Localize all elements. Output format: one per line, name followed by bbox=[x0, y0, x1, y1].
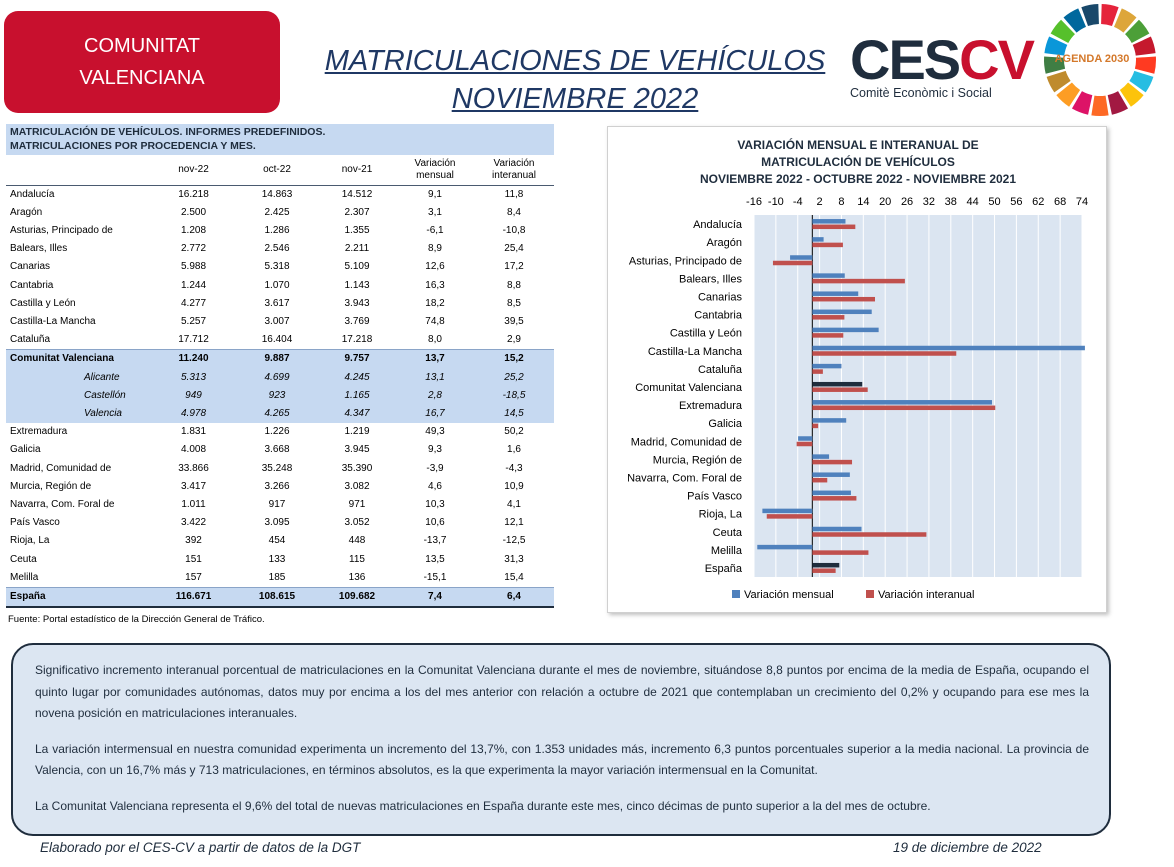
row-label: Galicia bbox=[10, 444, 41, 456]
bar-interanual bbox=[812, 243, 843, 248]
bar-mensual bbox=[812, 219, 845, 224]
category-label: Navarra, Com. Foral de bbox=[627, 472, 742, 485]
row-value: 4,1 bbox=[507, 498, 521, 510]
row-value: 3.082 bbox=[344, 480, 370, 492]
table-row bbox=[6, 551, 554, 569]
bar-mensual bbox=[812, 328, 878, 333]
bar-mensual bbox=[762, 509, 812, 514]
row-value: 3.266 bbox=[264, 480, 290, 492]
agenda-wheel-segment bbox=[1135, 57, 1156, 74]
row-label: Alicante bbox=[6, 369, 151, 387]
row-label: Asturias, Principado de bbox=[10, 224, 113, 236]
row-value: 25,4 bbox=[504, 243, 524, 255]
row-value: 4.277 bbox=[180, 297, 207, 309]
x-tick-label: 62 bbox=[1032, 196, 1045, 208]
registrations-table bbox=[6, 124, 554, 608]
x-tick-label: 68 bbox=[1054, 196, 1067, 208]
row-value: 25,2 bbox=[474, 369, 554, 387]
row-value: 1.165 bbox=[318, 387, 396, 405]
row-value: 13,1 bbox=[396, 369, 474, 387]
x-tick-label: 14 bbox=[857, 196, 870, 208]
category-label: Castilla y León bbox=[669, 327, 742, 340]
data-table bbox=[6, 155, 554, 608]
table-row bbox=[6, 350, 554, 369]
table-row bbox=[6, 569, 554, 588]
bar-interanual bbox=[812, 351, 956, 356]
row-value: 35.248 bbox=[261, 462, 293, 474]
x-tick-label: -16 bbox=[746, 196, 762, 208]
row-label: Navarra, Com. Foral de bbox=[10, 498, 115, 510]
x-tick-label: -10 bbox=[767, 196, 784, 208]
row-label: Cantabria bbox=[10, 279, 54, 291]
bar-mensual bbox=[812, 237, 823, 242]
row-value: 4.347 bbox=[318, 405, 396, 423]
row-value: 17.712 bbox=[178, 334, 209, 346]
logo-subtitle: Comitè Econòmic i Social bbox=[850, 86, 992, 100]
table-header-cell bbox=[6, 155, 151, 185]
bar-interanual bbox=[812, 568, 835, 573]
table-row bbox=[6, 313, 554, 331]
row-value: 2.546 bbox=[264, 243, 290, 255]
row-label: País Vasco bbox=[10, 517, 60, 529]
table-row bbox=[6, 387, 554, 405]
bar-mensual bbox=[812, 527, 861, 532]
row-value: 185 bbox=[268, 571, 286, 583]
row-value: 1.219 bbox=[344, 426, 370, 438]
row-value: 8,0 bbox=[428, 334, 442, 346]
row-value: 454 bbox=[268, 535, 286, 547]
row-value: 2.211 bbox=[344, 243, 370, 255]
row-value: 9.757 bbox=[318, 350, 396, 369]
table-row bbox=[6, 441, 554, 459]
row-value: 1.208 bbox=[180, 224, 207, 236]
x-tick-label: 2 bbox=[816, 196, 823, 208]
row-value: 1,6 bbox=[507, 444, 521, 456]
row-value: 33.866 bbox=[178, 462, 209, 474]
footer-date: 19 de diciembre de 2022 bbox=[893, 840, 1042, 855]
region-badge bbox=[4, 11, 280, 113]
agenda-wheel-segment bbox=[1091, 96, 1108, 116]
category-label: Cataluña bbox=[697, 363, 742, 376]
row-value: 14.512 bbox=[341, 188, 373, 200]
table-row bbox=[6, 331, 554, 350]
bar-mensual bbox=[812, 454, 829, 459]
row-value: 16.218 bbox=[178, 188, 209, 200]
row-value: 1.244 bbox=[180, 279, 207, 291]
row-value: 16,7 bbox=[396, 405, 474, 423]
commentary-box bbox=[11, 643, 1111, 836]
table-header-cell: oct-22 bbox=[236, 155, 318, 185]
table-title bbox=[6, 124, 554, 155]
row-value: 949 bbox=[151, 387, 236, 405]
commentary-paragraph-2: La variación intermensual en nuestra comunidad experimenta un incremento del 13,7%, con 1.353 unidades más, incremento 6,3 puntos porcentuales superior a la media nacional. La provincia de Valencia, con un 16,7% más y 713 matriculaciones, en términos absolutos, es la que experimenta la mayor variación intermensual en la Comunitat. bbox=[35, 741, 1089, 777]
row-value: -6,1 bbox=[426, 224, 444, 236]
row-value: 15,4 bbox=[504, 571, 524, 583]
region-line-2: VALENCIANA bbox=[79, 67, 205, 89]
row-value: 3.417 bbox=[180, 480, 207, 492]
row-label: Rioja, La bbox=[10, 535, 50, 547]
bar-interanual bbox=[812, 550, 868, 555]
row-label: Melilla bbox=[10, 571, 39, 583]
logo-cv-text: CV bbox=[959, 28, 1033, 91]
row-value: 15,2 bbox=[474, 350, 554, 369]
row-value: 1.011 bbox=[181, 498, 206, 510]
row-value: -13,7 bbox=[423, 535, 447, 547]
row-value: 5.109 bbox=[344, 261, 370, 273]
category-label: Comunitat Valenciana bbox=[635, 381, 742, 394]
row-value: 3.095 bbox=[264, 517, 290, 529]
row-value: 3.007 bbox=[264, 315, 290, 327]
row-value: 151 bbox=[185, 553, 202, 565]
x-tick-label: 38 bbox=[944, 196, 957, 208]
bar-mensual bbox=[757, 545, 812, 550]
row-value: 1.143 bbox=[344, 279, 370, 291]
row-value: 4.008 bbox=[180, 444, 207, 456]
row-value: 133 bbox=[268, 553, 286, 565]
row-value: 8,5 bbox=[507, 297, 521, 309]
row-value: 917 bbox=[268, 498, 286, 510]
row-value: 16.404 bbox=[261, 334, 293, 346]
bar-mensual bbox=[812, 418, 846, 423]
category-label: Melilla bbox=[710, 544, 742, 557]
bar-interanual bbox=[812, 279, 905, 284]
row-label: Extremadura bbox=[10, 426, 68, 438]
table-source: Fuente: Portal estadístico de la Dirección General de Tráfico. bbox=[8, 614, 265, 625]
bar-interanual bbox=[812, 333, 843, 338]
category-label: Rioja, La bbox=[698, 508, 742, 521]
row-value: 2.500 bbox=[180, 206, 207, 218]
bar-mensual bbox=[812, 563, 839, 568]
row-value: 5.988 bbox=[180, 261, 207, 273]
row-value: 16,3 bbox=[425, 279, 445, 291]
row-value: 2.307 bbox=[344, 206, 370, 218]
category-label: Ceuta bbox=[712, 526, 742, 539]
category-label: Andalucía bbox=[693, 219, 742, 232]
row-label: Ceuta bbox=[10, 553, 37, 565]
row-value: 109.682 bbox=[318, 587, 396, 607]
row-value: 136 bbox=[348, 571, 366, 583]
category-label: Aragón bbox=[706, 237, 742, 250]
row-value: 9,1 bbox=[428, 188, 442, 200]
legend-swatch-mensual bbox=[732, 590, 740, 598]
bar-interanual bbox=[797, 442, 813, 447]
category-label: España bbox=[704, 562, 742, 575]
row-value: 74,8 bbox=[425, 315, 445, 327]
row-value: 17.218 bbox=[341, 334, 373, 346]
bar-interanual bbox=[812, 406, 995, 411]
table-row bbox=[6, 460, 554, 478]
table-row bbox=[6, 258, 554, 276]
row-value: 157 bbox=[185, 571, 202, 583]
row-value: 1.286 bbox=[264, 224, 290, 236]
x-tick-label: 50 bbox=[988, 196, 1001, 208]
row-value: 2,9 bbox=[507, 334, 521, 346]
row-value: 35.390 bbox=[341, 462, 373, 474]
row-value: 5.318 bbox=[264, 261, 290, 273]
row-value: -15,1 bbox=[423, 571, 447, 583]
row-value: 3.943 bbox=[344, 297, 370, 309]
row-value: -10,8 bbox=[502, 224, 526, 236]
row-value: 2.772 bbox=[180, 243, 207, 255]
row-label: Canarias bbox=[10, 261, 51, 273]
category-label: Cantabria bbox=[694, 309, 742, 322]
category-label: Murcia, Región de bbox=[652, 454, 742, 467]
bar-mensual bbox=[812, 364, 841, 369]
row-value: 3.052 bbox=[344, 517, 370, 529]
agenda-text: AGENDA 2030 bbox=[1054, 53, 1130, 65]
category-label: Galicia bbox=[708, 418, 742, 431]
row-value: 50,2 bbox=[504, 426, 524, 438]
row-value: 18,2 bbox=[425, 297, 445, 309]
row-label: Murcia, Región de bbox=[10, 480, 92, 492]
x-tick-label: 56 bbox=[1010, 196, 1023, 208]
row-value: 2.425 bbox=[264, 206, 290, 218]
title-line-2: NOVIEMBRE 2022 bbox=[451, 83, 699, 115]
bar-interanual bbox=[812, 460, 852, 465]
row-label: Balears, Illes bbox=[10, 243, 68, 255]
table-title-line-2: MATRICULACIONES POR PROCEDENCIA Y MES. bbox=[10, 140, 256, 152]
logo-ces-text: CES bbox=[850, 28, 960, 91]
row-value: 7,4 bbox=[396, 587, 474, 607]
bar-interanual bbox=[812, 478, 827, 483]
row-label: Andalucía bbox=[10, 188, 55, 200]
row-label: Castilla y León bbox=[10, 297, 76, 309]
x-tick-label: 44 bbox=[966, 196, 979, 208]
legend-label-mensual: Variación mensual bbox=[744, 589, 834, 601]
row-value: -3,9 bbox=[426, 462, 444, 474]
row-value: 8,9 bbox=[428, 243, 442, 255]
row-label: Aragón bbox=[10, 206, 43, 218]
category-label: Asturias, Principado de bbox=[628, 255, 742, 268]
row-value: 6,4 bbox=[474, 587, 554, 607]
row-value: -4,3 bbox=[505, 462, 523, 474]
row-value: 116.671 bbox=[151, 587, 236, 607]
row-value: 4.699 bbox=[236, 369, 318, 387]
category-label: Canarias bbox=[697, 291, 742, 304]
row-value: 39,5 bbox=[504, 315, 524, 327]
bar-mensual bbox=[812, 273, 844, 278]
row-value: -18,5 bbox=[474, 387, 554, 405]
table-row bbox=[6, 423, 554, 441]
row-value: 49,3 bbox=[425, 426, 445, 438]
row-value: 5.313 bbox=[151, 369, 236, 387]
row-value: 9.887 bbox=[236, 350, 318, 369]
table-header-cell: Variación mensual bbox=[396, 155, 474, 185]
row-value: 1.070 bbox=[264, 279, 290, 291]
table-row bbox=[6, 295, 554, 313]
bar-mensual bbox=[798, 436, 812, 441]
row-value: 115 bbox=[349, 553, 365, 565]
row-value: 4.245 bbox=[318, 369, 396, 387]
row-value: 3.617 bbox=[264, 297, 290, 309]
bar-interanual bbox=[812, 225, 855, 230]
row-value: 14,5 bbox=[474, 405, 554, 423]
bar-mensual bbox=[812, 291, 858, 296]
row-value: 10,3 bbox=[425, 498, 445, 510]
table-row bbox=[6, 532, 554, 550]
legend-label-interanual: Variación interanual bbox=[878, 589, 975, 601]
row-label: Valencia bbox=[6, 405, 151, 423]
bar-interanual bbox=[773, 261, 812, 266]
bar-interanual bbox=[767, 514, 813, 519]
chart-title-line-2: MATRICULACIÓN DE VEHÍCULOS bbox=[761, 155, 955, 169]
row-label: Madrid, Comunidad de bbox=[10, 462, 112, 474]
table-row bbox=[6, 587, 554, 607]
row-value: 108.615 bbox=[236, 587, 318, 607]
row-value: 1.226 bbox=[264, 426, 290, 438]
row-value: 971 bbox=[348, 498, 366, 510]
row-value: 5.257 bbox=[180, 315, 207, 327]
bar-interanual bbox=[812, 387, 867, 392]
x-tick-label: 8 bbox=[838, 196, 845, 208]
row-value: 2,8 bbox=[396, 387, 474, 405]
bar-mensual bbox=[790, 255, 812, 260]
plot-area bbox=[754, 215, 1082, 577]
row-value: 17,2 bbox=[504, 261, 524, 273]
legend-swatch-interanual bbox=[866, 590, 874, 598]
x-tick-label: 20 bbox=[879, 196, 892, 208]
bar-mensual bbox=[812, 491, 851, 496]
row-value: 3,1 bbox=[428, 206, 442, 218]
row-value: 11,8 bbox=[504, 188, 524, 200]
row-value: 3.945 bbox=[344, 444, 370, 456]
row-value: -12,5 bbox=[502, 535, 526, 547]
row-value: 8,8 bbox=[507, 279, 521, 291]
bar-interanual bbox=[812, 369, 823, 374]
chart-plot bbox=[608, 127, 1108, 614]
row-value: 392 bbox=[185, 535, 202, 547]
agenda-2030-logo bbox=[1024, 0, 1174, 122]
row-value: 13,7 bbox=[396, 350, 474, 369]
row-value: 923 bbox=[236, 387, 318, 405]
chart-title-line-3: NOVIEMBRE 2022 - OCTUBRE 2022 - NOVIEMBRE 2021 bbox=[699, 172, 1017, 186]
table-row bbox=[6, 185, 554, 204]
bar-mensual bbox=[812, 310, 871, 315]
category-label: Madrid, Comunidad de bbox=[630, 436, 742, 449]
row-label: Castellón bbox=[6, 387, 151, 405]
row-label: Castilla-La Mancha bbox=[10, 315, 96, 327]
table-row bbox=[6, 514, 554, 532]
row-value: 31,3 bbox=[504, 553, 524, 565]
bar-interanual bbox=[812, 297, 875, 302]
table-row bbox=[6, 204, 554, 222]
row-value: 3.668 bbox=[264, 444, 290, 456]
bar-interanual bbox=[812, 496, 856, 501]
row-value: 11.240 bbox=[151, 350, 236, 369]
category-label: País Vasco bbox=[687, 490, 742, 503]
table-row bbox=[6, 240, 554, 258]
bar-mensual bbox=[812, 346, 1085, 351]
table-row bbox=[6, 405, 554, 423]
chart-title-line-1: VARIACIÓN MENSUAL E INTERANUAL DE bbox=[737, 138, 979, 152]
row-value: 13,5 bbox=[425, 553, 445, 565]
row-value: 4.978 bbox=[151, 405, 236, 423]
bar-interanual bbox=[812, 532, 926, 537]
region-line-1: COMUNITAT bbox=[84, 35, 200, 57]
bar-mensual bbox=[812, 400, 992, 405]
ces-cv-logo bbox=[850, 28, 1033, 102]
commentary-paragraph-3: La Comunitat Valenciana representa el 9,6% del total de nuevas matriculaciones en España durante este mes, cinco décimas de punto superior a la del mes de octubre. bbox=[35, 798, 931, 813]
table-title-line-1: MATRICULACIÓN DE VEHÍCULOS. INFORMES PREDEFINIDOS. bbox=[10, 126, 326, 138]
category-label: Extremadura bbox=[679, 400, 742, 413]
table-row bbox=[6, 277, 554, 295]
row-value: 14.863 bbox=[261, 188, 293, 200]
table-header-cell: Variación interanual bbox=[474, 155, 554, 185]
table-row bbox=[6, 478, 554, 496]
table-header-cell: nov-22 bbox=[151, 155, 236, 185]
row-label: Cataluña bbox=[10, 334, 51, 346]
row-value: 10,6 bbox=[425, 517, 445, 529]
row-value: 12,1 bbox=[504, 517, 524, 529]
x-tick-label: 32 bbox=[922, 196, 936, 208]
category-label: Castilla-La Mancha bbox=[647, 345, 742, 358]
row-label: Comunitat Valenciana bbox=[6, 350, 151, 369]
row-value: 448 bbox=[348, 535, 366, 547]
row-value: 8,4 bbox=[507, 206, 521, 218]
row-value: 12,6 bbox=[425, 261, 445, 273]
x-tick-label: 26 bbox=[900, 196, 914, 208]
title-line-1: MATRICULACIONES DE VEHÍCULOS bbox=[324, 45, 826, 77]
table-row bbox=[6, 222, 554, 240]
bar-mensual bbox=[812, 382, 862, 387]
x-tick-label: -4 bbox=[792, 196, 803, 208]
bar-interanual bbox=[812, 424, 818, 429]
row-value: 10,9 bbox=[504, 480, 524, 492]
footer-credit: Elaborado por el CES-CV a partir de datos de la DGT bbox=[40, 840, 361, 855]
bar-interanual bbox=[812, 315, 844, 320]
bar-mensual bbox=[812, 472, 850, 477]
x-tick-label: 74 bbox=[1075, 196, 1089, 208]
page-title bbox=[310, 42, 840, 118]
variation-chart bbox=[607, 126, 1107, 613]
row-label: España bbox=[6, 587, 151, 607]
category-label: Balears, Illes bbox=[679, 273, 742, 286]
row-value: 3.769 bbox=[344, 315, 370, 327]
row-value: 1.831 bbox=[180, 426, 207, 438]
table-header-cell: nov-21 bbox=[318, 155, 396, 185]
row-value: 4,6 bbox=[428, 480, 442, 492]
row-value: 3.422 bbox=[180, 517, 207, 529]
row-value: 4.265 bbox=[236, 405, 318, 423]
table-row bbox=[6, 369, 554, 387]
table-row bbox=[6, 496, 554, 514]
row-value: 1.355 bbox=[344, 224, 370, 236]
row-value: 9,3 bbox=[428, 444, 442, 456]
commentary-paragraph-1: Significativo incremento interanual porcentual de matriculaciones en la Comunitat Valenciana durante el mes de noviembre, situándose 8,8 puntos por encima de la media de España, ocupando el quinto lugar por comunidades autónomas, datos muy por encima a los del mes anterior con relación a octubre de 2021 que contemplaban un crecimiento del 0,2% y ocupando para ese mes la novena posición en matriculaciones interanuales. bbox=[35, 663, 1089, 720]
